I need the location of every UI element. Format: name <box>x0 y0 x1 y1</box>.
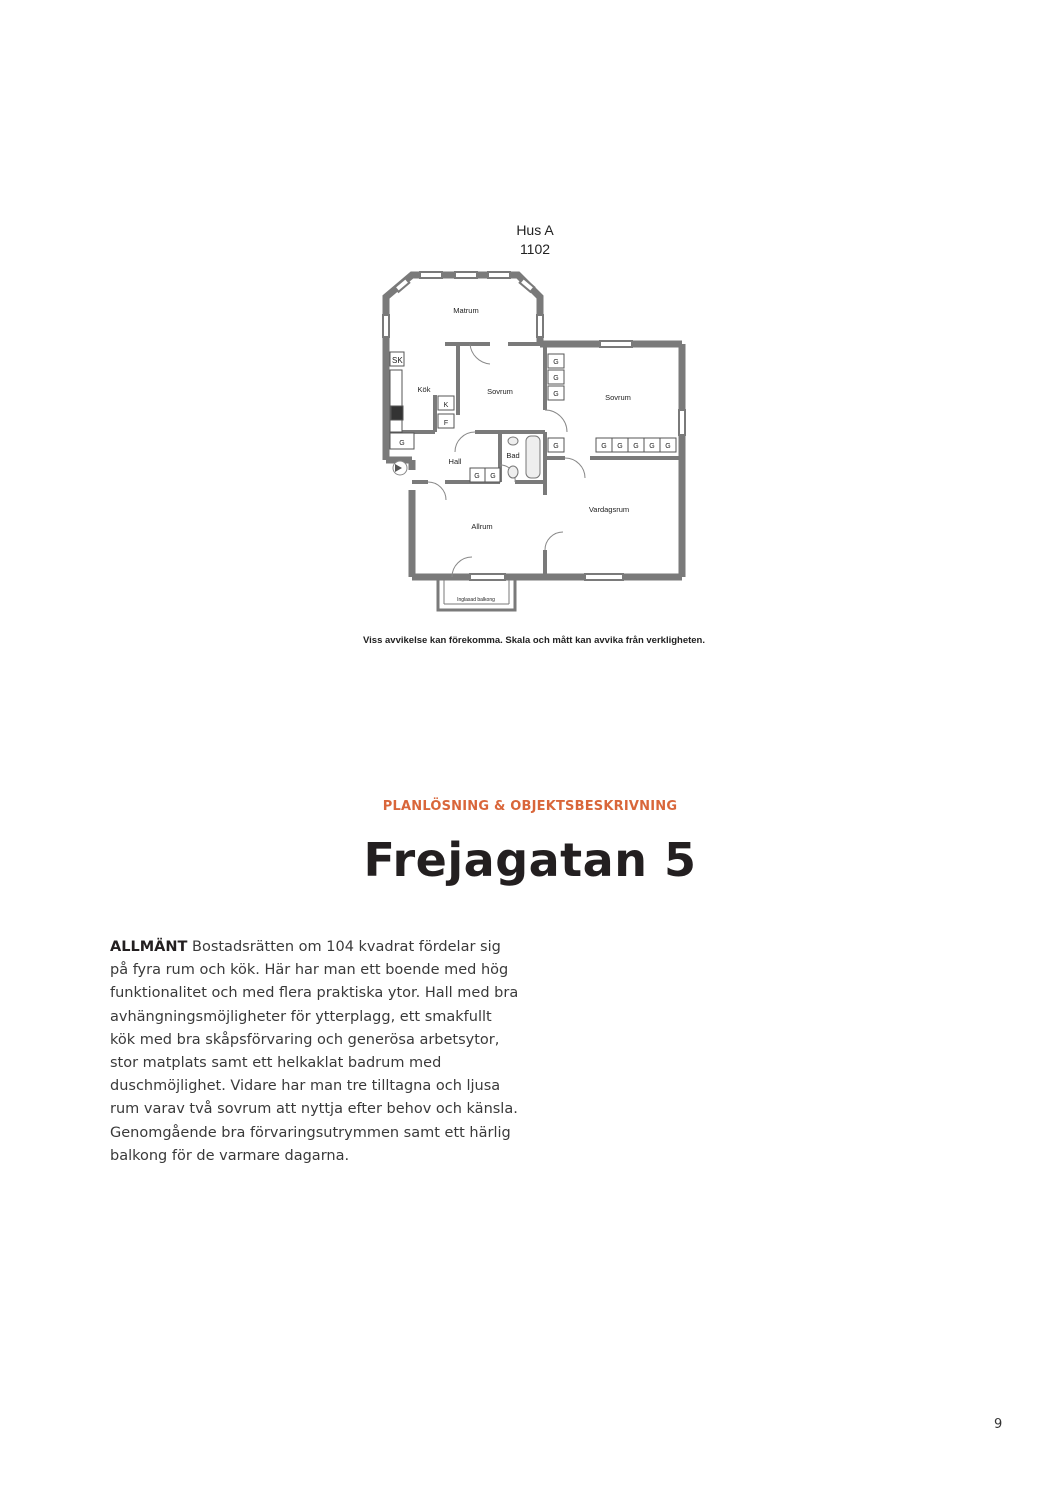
label-g: G <box>601 443 607 450</box>
entrance-icon <box>393 461 407 475</box>
room-sovrum2: Sovrum <box>605 393 631 402</box>
room-vardagsrum: Vardagsrum <box>588 505 630 514</box>
description-lead: ALLMÄNT <box>110 939 188 955</box>
floorplan-drawing <box>360 220 705 650</box>
kitchen-fittings <box>390 352 454 449</box>
room-hall: Hall <box>448 457 462 466</box>
description-paragraph <box>110 936 520 1168</box>
floorplan-caption: Viss avvikelse kan förekomma. Skala och mått kan avvika från verkligheten. <box>363 635 705 646</box>
label-g: G <box>553 391 559 398</box>
room-allrum: Allrum <box>471 522 493 531</box>
wardrobe-labels <box>474 359 670 480</box>
description-text: Bostadsrätten om 104 kvadrat fördelar sig på fyra rum och kök. Här har man ett boende med hög funktionalitet och med flera praktiska ytor. Hall med bra avhängningsmöjligheter för ytterplagg, ett smakfullt kök med bra skåpsförvaring och generösa arbetsytor, stor matplats samt ett helkaklat badrum med duschmöjlighet. Vidare har man tre tilltagna och ljusa rum varav två sovrum att nyttja efter behov och känsla. Genomgående bra förvaringsutrymmen samt ett härlig balkong för de varmare dagarna. <box>110 939 519 1164</box>
label-g-kitchen: G <box>399 440 405 447</box>
label-g: G <box>490 473 496 480</box>
floorplan <box>360 220 705 650</box>
label-f: F <box>443 420 449 427</box>
room-kok: Kök <box>417 385 431 394</box>
floorplan-title-line2: 1102 <box>519 241 551 257</box>
exterior-walls <box>386 275 682 577</box>
label-k: K <box>443 402 449 409</box>
balcony <box>438 577 515 610</box>
label-sk: SK <box>392 356 403 365</box>
label-g: G <box>553 375 559 382</box>
label-g: G <box>617 443 623 450</box>
room-sovrum1: Sovrum <box>487 387 513 396</box>
floorplan-title-line1: Hus A <box>516 222 554 238</box>
bay-windows <box>383 272 685 580</box>
label-g: G <box>665 443 671 450</box>
section-kicker: PLANLÖSNING & OBJEKTSBESKRIVNING <box>382 799 678 814</box>
page-number: 9 <box>994 1417 1003 1432</box>
room-matrum: Matrum <box>453 306 479 315</box>
label-g: G <box>474 473 480 480</box>
label-g: G <box>633 443 639 450</box>
room-balkong: Inglasad balkong <box>457 597 495 603</box>
label-g: G <box>553 443 559 450</box>
page-title: Frejagatan 5 <box>363 833 697 887</box>
label-g: G <box>553 359 559 366</box>
room-bad: Bad <box>506 451 520 460</box>
label-g: G <box>649 443 655 450</box>
